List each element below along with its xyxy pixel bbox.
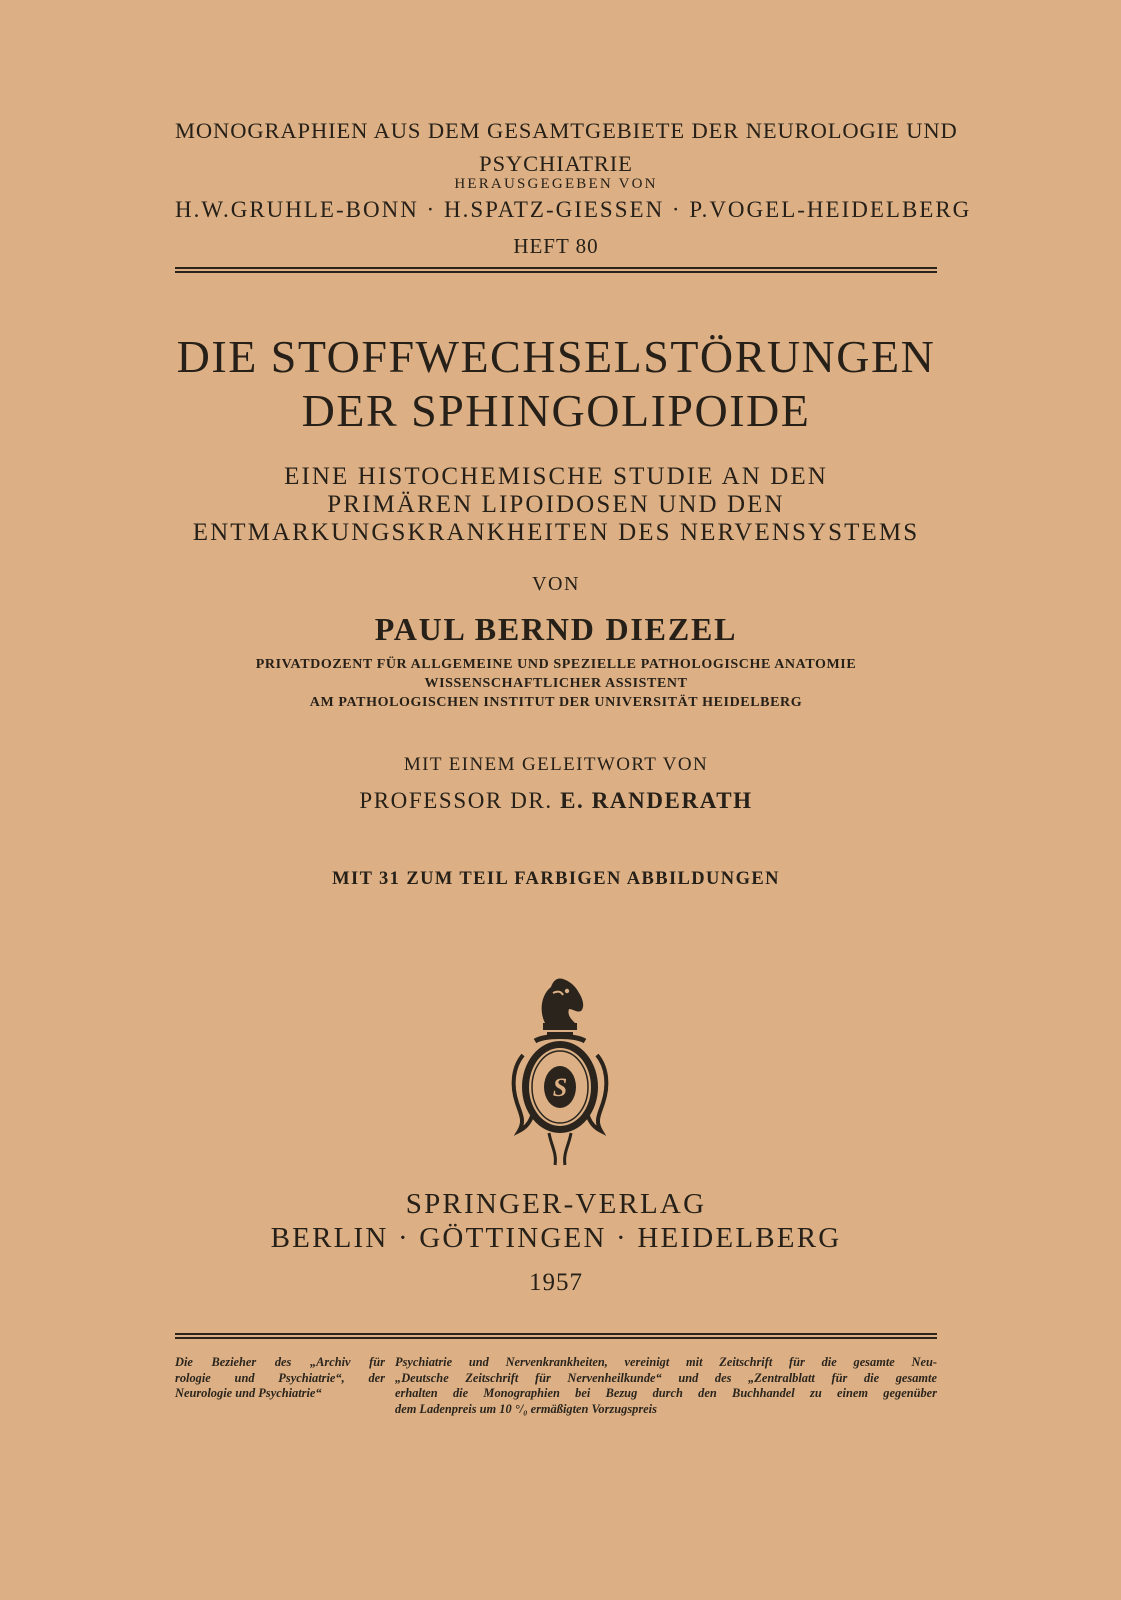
book-subtitle-line-2: PRIMÄREN LIPOIDOSEN UND DEN (327, 491, 785, 518)
book-subtitle (175, 463, 937, 547)
series-title-line-2: PSYCHIATRIE (479, 151, 633, 176)
footnote-right-line-1: Psychiatrie und Nervenkrankheiten, vereinigt mit Zeitschrift für die gesamte Neu- (395, 1355, 937, 1369)
top-double-rule (175, 267, 937, 273)
affiliation-line-1: PRIVATDOZENT FÜR ALLGEMEINE UND SPEZIELLE PATHOLOGISCHE ANATOMIE (255, 657, 857, 672)
publication-year: 1957 (529, 1269, 583, 1296)
book-title (175, 330, 937, 438)
bottom-double-rule (175, 1333, 937, 1339)
book-title-line-2: DER SPHINGOLIPOIDE (301, 385, 811, 436)
foreword-author-name: E. RANDERATH (560, 788, 753, 813)
figures-note: MIT 31 ZUM TEIL FARBIGEN ABBILDUNGEN (332, 869, 780, 889)
footnote-right-column (395, 1355, 937, 1417)
by-label: VON (532, 573, 580, 595)
footnote-right-line-3: erhalten die Monographien bei Bezug durch den Buchhandel zu einem gegenüber (395, 1386, 937, 1401)
series-editors: H.W.GRUHLE-BONN · H.SPATZ-GIESSEN · P.VOGEL-HEIDELBERG (175, 197, 972, 222)
seal-letter: S (552, 1073, 568, 1102)
issue-number: HEFT 80 (513, 234, 599, 258)
springer-knight-seal-icon (505, 975, 615, 1170)
series-title (175, 114, 958, 180)
subscriber-footnote (175, 1355, 937, 1417)
footnote-right-line-2: „Deutsche Zeitschrift für Nervenheilkunde“ und des „Zentralblatt für die gesamte (395, 1370, 937, 1385)
footnote-left-line-1: Die Bezieher des „Archiv für (175, 1355, 385, 1369)
footnote-left-line-2: rologie und Psychiatrie“, der (175, 1370, 385, 1385)
foreword-intro: MIT EINEM GELEITWORT VON (403, 754, 709, 775)
book-subtitle-line-1: EINE HISTOCHEMISCHE STUDIE AN DEN (284, 463, 828, 490)
affiliation-line-2: WISSENSCHAFTLICHER ASSISTENT (424, 676, 688, 691)
editors-intro: HERAUSGEGEBEN VON (454, 176, 658, 192)
book-subtitle-line-3: ENTMARKUNGSKRANKHEITEN DES NERVENSYSTEMS (192, 519, 920, 546)
footnote-left-line-3: Neurologie und Psychiatrie“ (175, 1386, 322, 1401)
author-affiliation (175, 655, 937, 712)
affiliation-line-3: AM PATHOLOGISCHEN INSTITUT DER UNIVERSITÄT HEIDELBERG (309, 695, 803, 710)
publisher-block (175, 1187, 937, 1255)
footnote-right-line-4: dem Ladenpreis um 10 °/₀ ermäßigten Vorzugspreis (395, 1401, 657, 1416)
series-title-line-1: MONOGRAPHIEN AUS DEM GESAMTGEBIETE DER NEUROLOGIE UND (175, 118, 958, 143)
book-title-line-1: DIE STOFFWECHSELSTÖRUNGEN (176, 331, 936, 382)
footnote-left-column (175, 1355, 385, 1417)
foreword-author (175, 788, 937, 814)
foreword-author-prefix: PROFESSOR DR. (359, 788, 561, 813)
author-name: PAUL BERND DIEZEL (374, 611, 738, 647)
publisher-name: SPRINGER-VERLAG (405, 1188, 707, 1220)
publisher-cities: BERLIN · GÖTTINGEN · HEIDELBERG (270, 1222, 842, 1254)
